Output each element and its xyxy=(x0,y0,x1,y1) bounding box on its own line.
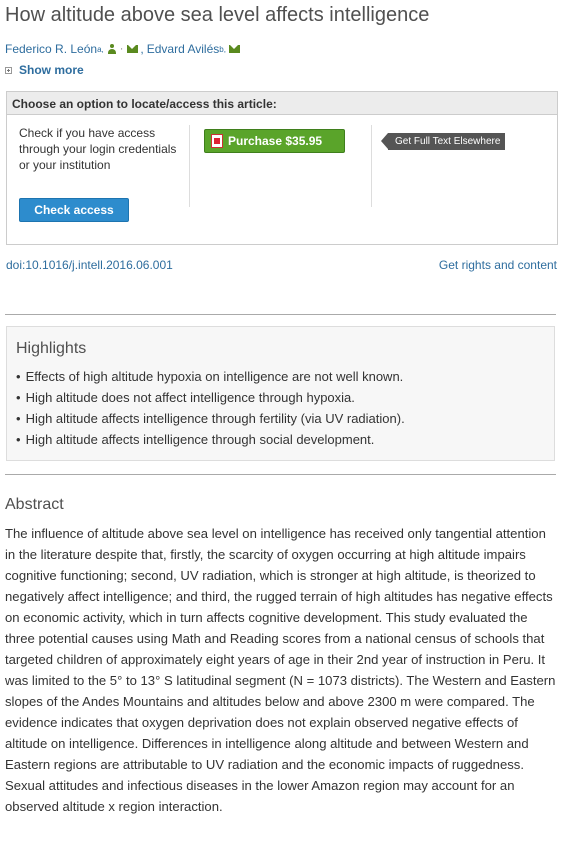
section-divider xyxy=(5,474,556,475)
abstract-title: Abstract xyxy=(5,496,64,513)
column-divider xyxy=(371,125,372,207)
pdf-icon xyxy=(211,134,223,148)
highlight-item: • High altitude affects intelligence through social development. xyxy=(16,431,405,452)
doi-link[interactable]: doi:10.1016/j.intell.2016.06.001 xyxy=(6,258,173,272)
highlight-item: • Effects of high altitude hypoxia on intelligence are not well known. xyxy=(16,368,405,389)
highlights-title: Highlights xyxy=(16,340,87,357)
purchase-button[interactable] xyxy=(204,129,345,153)
author-list xyxy=(5,42,242,56)
abstract-text: The influence of altitude above sea level on intelligence has received only tangential attention in the literature despite that, firstly, the scarcity of oxygen occurring at high altitude impairs cognitive functioning; second, UV radiation, which is stronger at high altitude, is theorized to negatively affect intelligence; and third, the rugged terrain of high altitudes has negative effects on economic activity, which in turn affects cognitive development. This study evaluated the three potential causes using Math and Reading scores from a national census of schools that targeted children of approximately eight years of age in their 2nd year of instruction in Peru. It was limited to the 5° to 13° S latitudinal segment (N = 1073 districts). The Western and Eastern slopes of the Andes Mountains and altitudes below and above 2300 m were compared. The evidence indicates that oxygen deprivation does not explain observed negative effects of altitude on intelligence. Differences in intelligence along altitude and between Western and Eastern regions are attributable to UV radiation and the economic impacts of ruggedness. Sexual attitudes and infectious diseases in the lower Amazon region may account for an observed altitude x region interaction. xyxy=(5,526,556,814)
access-options-panel xyxy=(6,91,558,245)
purchase-label: Purchase $35.95 xyxy=(228,134,323,148)
highlights-panel xyxy=(6,326,555,461)
author-separator: , xyxy=(140,42,144,56)
check-access-button[interactable]: Check access xyxy=(19,198,129,222)
show-more-label: Show more xyxy=(19,63,84,77)
highlights-list xyxy=(16,368,405,452)
mail-icon[interactable] xyxy=(229,45,240,53)
access-heading: Choose an option to locate/access this article: xyxy=(7,92,557,115)
separator-dot: · xyxy=(119,43,124,55)
expand-plus-icon xyxy=(5,67,12,74)
mail-icon[interactable] xyxy=(127,45,138,53)
author-affiliation-aviles[interactable]: b, xyxy=(219,44,226,54)
highlight-item: • High altitude does not affect intelligence through hypoxia. xyxy=(16,389,405,410)
article-title: How altitude above sea level affects intelligence xyxy=(5,4,430,26)
section-divider xyxy=(5,314,556,315)
author-link-leon[interactable]: Federico R. León xyxy=(5,42,98,56)
person-icon[interactable] xyxy=(107,44,117,55)
show-more-link[interactable] xyxy=(5,63,84,77)
highlight-item: • High altitude affects intelligence through fertility (via UV radiation). xyxy=(16,410,405,431)
author-affiliation-leon[interactable]: a, xyxy=(97,44,104,54)
rights-link[interactable]: Get rights and content xyxy=(438,258,557,272)
author-link-aviles[interactable]: Edvard Avilés xyxy=(146,42,220,56)
full-text-elsewhere-button[interactable]: Get Full Text Elsewhere xyxy=(388,133,505,150)
login-access-text: Check if you have access through your login credentials or your institution xyxy=(19,126,177,172)
column-divider xyxy=(189,125,190,207)
